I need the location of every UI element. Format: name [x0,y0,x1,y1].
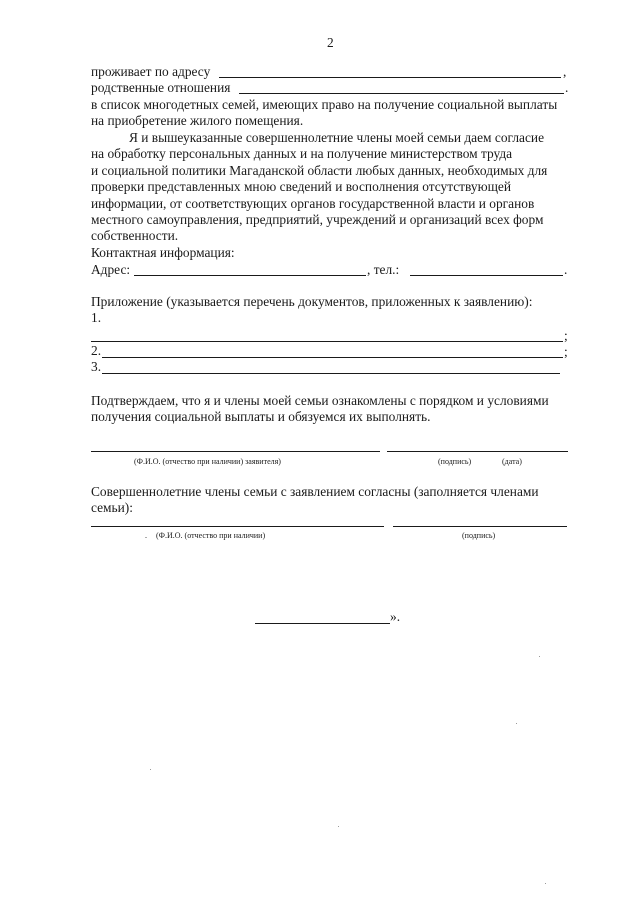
scan-speck [539,656,540,657]
closing-quote: ». [390,609,401,624]
contact-title: Контактная информация: [91,245,235,260]
attachments-title: Приложение (указывается перечень документов, приложенных к заявлению): [91,294,533,309]
adults-consent-line-2: семьи): [91,500,133,515]
scan-speck [150,769,151,770]
contact-phone-fill-line [410,275,563,276]
relationship-label: родственные отношения [91,80,231,95]
contact-address-fill-line [134,275,366,276]
scan-speck [516,723,517,724]
scan-speck [545,883,546,884]
applicant-sign-caption: (подпись) [438,457,472,466]
intro-line-2: на приобретение жилого помещения. [91,113,304,128]
contact-address-label: Адрес: [91,262,131,277]
closing-fill-line [255,623,390,624]
consent-line-3: и социальной политики Магаданской области любых данных, необходимых для [91,163,548,178]
applicant-sign-date-line [387,451,568,452]
consent-line-7: собственности. [91,228,179,243]
address-fill-line [219,77,561,78]
relationship-end: . [565,80,569,95]
address-label: проживает по адресу [91,64,211,79]
adults-consent-line-1: Совершеннолетние члены семьи с заявлением согласны (заполняется членами [91,484,539,499]
attachment-item-2-end: ; [564,344,568,359]
attachment-item-2-number: 2. [91,343,102,358]
consent-line-2: на обработку персональных данных и на получение министерством труда [91,146,513,161]
attachment-item-3-line [102,373,560,374]
adult-caption-dot: . [145,531,147,540]
intro-line-1: в список многодетных семей, имеющих право на получение социальной выплаты [91,97,558,112]
applicant-fio-caption: (Ф.И.О. (отчество при наличии) заявителя) [134,457,281,466]
confirm-line-1: Подтверждаем, что я и члены моей семьи ознакомлены с порядком и условиями [91,393,549,408]
attachment-item-3-number: 3. [91,359,102,374]
applicant-fio-line [91,451,380,452]
page-number: 2 [327,35,334,50]
contact-end: . [564,262,568,277]
applicant-date-caption: (дата) [502,457,522,466]
address-end: , [563,64,567,79]
attachment-item-2-line [102,357,563,358]
contact-phone-label: , тел.: [367,262,400,277]
consent-line-1: Я и вышеуказанные совершеннолетние члены моей семьи даем согласие [129,130,545,145]
consent-line-6: местного самоуправления, предприятий, учреждений и организаций всех форм [91,212,544,227]
adult-sign-caption: (подпись) [462,531,496,540]
scan-speck [338,826,339,827]
attachment-item-1-end: ; [564,328,568,343]
consent-line-5: информации, от соответствующих органов государственной власти и органов [91,196,535,211]
adult-fio-caption: (Ф.И.О. (отчество при наличии) [156,531,266,540]
adult-fio-line [91,526,384,527]
attachment-item-1-line [91,341,563,342]
confirm-line-2: получения социальной выплаты и обязуемся их выполнять. [91,409,431,424]
relationship-fill-line [239,93,564,94]
attachment-item-1-number: 1. [91,310,102,325]
adult-sign-line [393,526,567,527]
consent-line-4: проверки представленных мною сведений и восполнения отсутствующей [91,179,512,194]
